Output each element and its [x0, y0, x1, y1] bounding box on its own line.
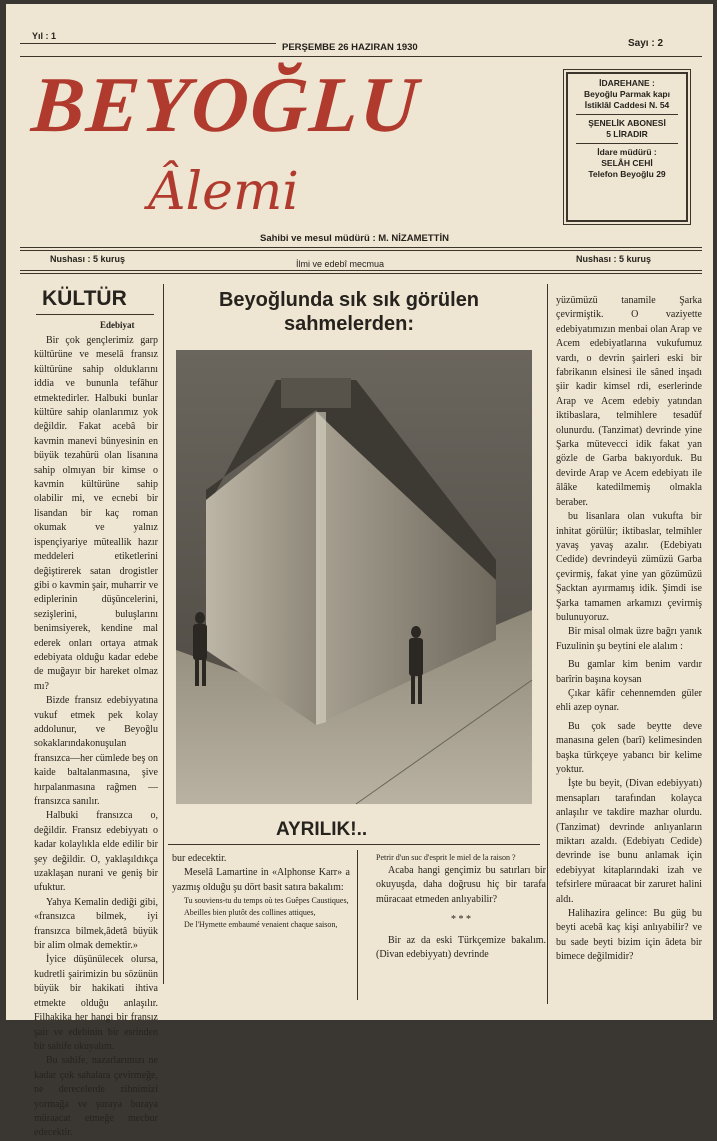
- paragraph: Bir misal olmak üzre bağrı yanık Fuzulinin şu beytini ele alalım :: [556, 626, 702, 652]
- right-column: [556, 294, 702, 1006]
- rooftop-structure: [281, 378, 351, 408]
- issue-label: Sayı : 2: [628, 38, 664, 49]
- price-right: Nushası : 5 kuruş: [576, 254, 652, 264]
- subtitle-label: İlmi ve edebî mecmua: [296, 259, 385, 269]
- left-article-body: [34, 334, 159, 1139]
- price-left: Nushası : 5 kuruş: [50, 254, 126, 264]
- title-rule: [36, 314, 154, 315]
- date-label: PERŞEMBE 26 HAZIRAN 1930: [282, 42, 418, 53]
- paragraph: Halbuki fransızca o, değildir. Fransız edebiyyatı o kadar kolaylıkla elde edilir bir şey değildir. O, yaklaşıldıkça uzaklaşan nurani ve geniş bir ufuktur.: [34, 810, 158, 894]
- top-rule: [20, 56, 702, 57]
- quote-line: Petrir d'un suc d'esprit le miel de la raison ?: [376, 853, 516, 862]
- admin-line: SELÂH CEHİ: [601, 158, 653, 168]
- admin-line: Telefon Beyoğlu 29: [588, 169, 666, 179]
- ayrilik-rule: [168, 844, 540, 845]
- paragraph: Acaba hangi gençimiz bu satırları bir okuyuşda, daha doğrusu hiç bir tarafa müracaat etmeden anlıyabilir?: [376, 865, 546, 905]
- paragraph: Bu çok sade beytte deve manasına gelen (barî) kelimesinden başka türkçeye yabancı bir kelime yoktur.: [556, 720, 702, 775]
- paragraph: Bir çok gençlerimiz garp kültürüne ve meselâ fransız kültürüne sahip olduklarını iddia ve bununla tefâhur etmektedirler. Halbuki bunlar kültüre sahip olanlarımız yok değildir. Fakat acebâ bir kavmin manevi bünyesinin en büyük tezahürü olan lisanına sahip olmıyan bir kimse o kavmin kültürüne sahip olabilir mi, ve ecnebi bir lisandan bir kaç roman okumak ve yalnız ispençiyariye müteallik hazır meddeleri etiketlerini değiştirerek satan drogistler gibi o kavmin şair, muharrir ve ediplerinin düşüncelerini, sezişlerini, buluşlarını benimsiyerek, kendine mal ederek onları ortaya atmak edebiyata olduğu kadar edebe de muğayır bir hareket olmaz mı?: [34, 335, 159, 692]
- owner-line: Sahibi ve mesul müdürü : M. NİZAMETTİN: [260, 233, 449, 244]
- admin-line: İdare müdürü :: [576, 143, 678, 158]
- paragraph: İyice düşünülecek olursa, kudretli şairimizin bu sözünün büyük bir hakikati ihtiva etmekte olduğu anlaşılır. Filhakika her hangi bir fransız şair ve edebinin bir esrinden bir sahife okuyalım.: [34, 954, 158, 1052]
- top-rule-left: [20, 43, 276, 44]
- paragraph: Yahya Kemalin dediği gibi, «fransızca bilmek, iyi fransızca bilmek,âdetâ büyük bir alim olmak demektir.»: [34, 896, 158, 952]
- paragraph: Bizde fransız edebiyyatına vukuf etmek pek kolay addolunur, ve Beyoğlu sokaklarındakonuşulan fransızca—her cümlede beş on kaide baltalanmasına, şive hırpalanmasına rağmen — fransızca sanılır.: [34, 695, 158, 807]
- paragraph: Meselâ Lamartine in «Alphonse Karr» a yazmış olduğu şu dört basit satıra bakalım:: [172, 867, 350, 893]
- newspaper-page: [6, 4, 713, 1139]
- logo-title: BEYOĞLU: [28, 62, 423, 149]
- article-title-kultur: KÜLTÜR: [42, 287, 127, 310]
- section-rule: [20, 270, 702, 274]
- paragraph: yüzümüzü tanamile Şarka çevirmiştik. O vaziyette edebiyatımızın menbai olan Arap ve Acem edebiyatlarına vukufumuz vardı, o devrin şairleri eski bir fabrikanın elsinesi ile sâned inşadı şiir kadir kimsel rdi, eserlerinde Arap ve Acem edebiy yatından iktibaslara, telmihlere tesadüf olunurdu. (Tanzimat) devrinde yine Şarka mütevecci idik fakat yan gözle de Garba bakıyorduk. Bu devirde Arap ve Acem edebiyatı ile âlâke katedilmemiş olmakla beraber.: [556, 295, 702, 508]
- logo-subtitle: Âlemi: [148, 162, 299, 222]
- administration-box: [566, 72, 688, 222]
- paragraph: bur edecektir.: [172, 853, 227, 864]
- column-rule: [163, 284, 164, 984]
- main-heading: Beyoğlunda sık sık görülen sahmelerden:: [218, 289, 480, 335]
- paragraph: Bu sahife, nazarlarımızı ne kadar çok sahalara çevirmeğe, ne derecelerde zihnimizi yormağa ve şuraya buraya müraacat etmeğe mecbur edecektir.: [34, 1055, 158, 1139]
- bottom-mid-column: [376, 852, 546, 1002]
- quote-line: Abeilles bien plutôt des collines attiques,: [184, 908, 316, 918]
- verse-line: Bu gamlar kim benim vardır barîrin başına koysan: [556, 659, 702, 685]
- bottom-left-column: [172, 852, 350, 1002]
- column-rule-right: [547, 284, 548, 1004]
- corner-highlight: [316, 412, 326, 725]
- paragraph: Bir az da eski Türkçemize bakalım. (Divan edebiyyatı) devrinde: [376, 934, 546, 961]
- paragraph: bu lisanlara olan vukufta bir inhitat görülür; iktibaslar, telmihler yavaş yavaş azalır. (Edebiyatı Cedide) devrindeyü zümüzü Garba çevirmiş, fakat yine yan gözümüzü Şacktan ayırmamış idik. Şimdi ise Şarka tamamen arkamızı çevirmiş bulunuyoruz.: [556, 511, 702, 623]
- quote-line: Tu souviens-tu du temps où tes Guêpes Caustiques,: [184, 896, 349, 906]
- admin-line: ŞENELİK ABONESİ: [576, 114, 678, 129]
- ayrilik-title: AYRILIK!..: [276, 819, 368, 840]
- verse-line: Çıkar kâfir cehennemden güler ehli azep oynar.: [556, 687, 702, 714]
- paragraph: İşte bu beyit, (Divan edebiyyatı) mensapları tarafından kolayca anlaşılır ve takdire mazhar olurdu. (Tanzimat) devrinde anlıyanların miktarı azaldı. (Edebiyatı Cedide) devrinde ise bunu anlamak için edebiyyat kitaplarındaki izah ve tefsirlere müraacat bir zaruret halini aldı.: [556, 778, 702, 905]
- article-subtitle: Edebiyat: [100, 320, 135, 330]
- column-rule-bottom: [357, 850, 358, 1000]
- quote-line: De l'Hymette embaumé venaient chaque saison,: [184, 920, 338, 930]
- year-label: Yıl : 1: [32, 31, 57, 41]
- admin-line: İstiklâl Caddesi N. 54: [584, 100, 670, 110]
- separator-stars: * * *: [451, 914, 471, 926]
- admin-line: İDAREHANE :: [599, 78, 655, 88]
- paragraph: Halihazira gelince: Bu güg bu beyti acebâ kaç kişi anlıyabilir? ve bu sade beyti bizim için âdeta bir bimece değilmidir?: [556, 908, 702, 963]
- admin-line: Beyoğlu Parmak kapı: [584, 89, 670, 99]
- admin-line: 5 LİRADIR: [606, 129, 648, 139]
- building-illustration: [176, 350, 532, 804]
- masthead-rule: [20, 247, 702, 251]
